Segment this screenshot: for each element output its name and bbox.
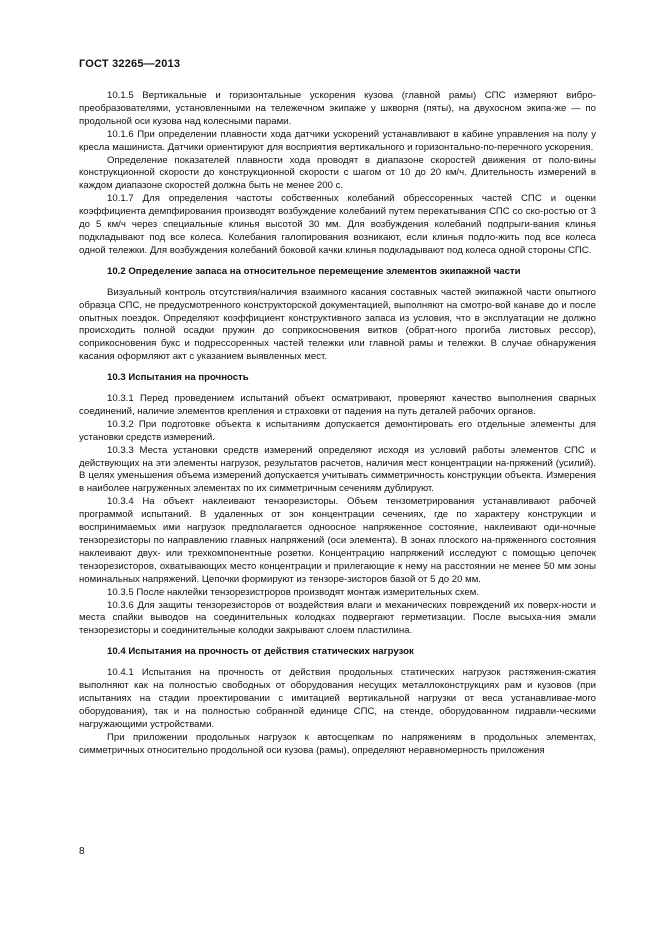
paragraph-10-1-6: 10.1.6 При определении плавности хода датчики ускорений устанавливают в кабине управления на полу у кресла машиниста. Датчики ориентируют для восприятия вертикального и горизонтально-по-перечного ускорения. (79, 128, 596, 153)
paragraph-10-3-6: 10.3.6 Для защиты тензорезисторов от воздействия влаги и механических повреждений их поверх-ности и места спайки выводов на соединительных колодках подвергают герметизации. После высыха-ния эмали тензорезисторы и соединительные колодки закрывают слоем пластилина. (79, 599, 596, 637)
document-body (79, 90, 596, 758)
page-number: 8 (79, 846, 85, 857)
section-heading-10-3: 10.3 Испытания на прочность (107, 372, 249, 384)
paragraph-10-4-1: 10.4.1 Испытания на прочность от действия продольных статических нагрузок растяжения-сжатия выполняют как на полностью свободных от оборудования несущих металлоконструкциях рам и кузовов (при испытаниях на стадии проектировании с имитацией вертикальной нагрузки от веса устанавливае-мого оборудования), так и на полностью собранной единице СПС, на стенде, оборудованном гидравли-ческими нагружающими устройствами. (79, 667, 596, 730)
section-heading-10-2: 10.2 Определение запаса на относительное перемещение элементов экипажной части (107, 265, 521, 277)
paragraph-10-3-4: 10.3.4 На объект наклеивают тензорезисторы. Объем тензометрирования устанавливают рабочей программой испытаний. В удаленных от зон концентрации сечениях, где по характеру конструкции и воспринимаемых ими нагрузок предполагается одноосное напряженное состояние, наклеивают оди-ночные тензорезисторы по направлению главных напряжений (оси элемента). В зонах плоского на-пряженного состояния наклеивают двух- или трехкомпонентные розетки. Концентрацию напряжений исследуют с помощью цепочек тензорезисторов, охватывающих место концентрации и прилегающие к нему на расстоянии не менее 50 мм зоны номинальных напряжений. Цепочки формируют из тензоре-зисторов базой от 5 до 20 мм. (79, 496, 596, 585)
paragraph-10-1-7: 10.1.7 Для определения частоты собственных колебаний обрессоренных частей СПС и оценки коэффициента демпфирования производят возбуждение колебаний путем перекатывания СПС со ско-ростью от 3 до 5 км/ч через специальные клинья высотой 30 мм. Для возбуждения колебаний подпрыги-вания клинья подкладывают под все колеса. Колебания галопирования возникают, если клинья подло-жить под все колеса одной тележки. Для возбуждения колебаний боковой качки клинья подкладывают под колеса одной стороны СПС. (79, 193, 596, 256)
paragraph-10-3-2: 10.3.2 При подготовке объекта к испытаниям допускается демонтировать его отдельные элементы для установки средств измерений. (79, 418, 596, 443)
paragraph-10-3-3: 10.3.3 Места установки средств измерений определяют исходя из условий работы элементов СПС и действующих на эти элементы нагрузок, результатов расчетов, наличия мест концентрации на-пряжений (усилий). В целях уменьшения объема измерений допускается учитывать симметричность конструкции объекта. Измерения в наиболее нагруженных элементах по их симметричным сечениям дублируют. (79, 444, 596, 495)
paragraph-visual-control: Визуальный контроль отсутствия/наличия взаимного касания составных частей экипажной части опытного образца СПС, не предусмотренного конструкторской документацией, выполняют на смотро-вой канаве до и после опытных поездок. Определяют коэффициент конструктивного запаса из условия, что в эксплуатации не должно происходить полной осадки пружин до соприкосновения витков (обрат-ного прогиба листовых рессор), соприкосновения букс и подрессоренных частей тележки или главной рамы и тележки. В случае обнаружения касания оформляют акт с указанием выявленных мест. (79, 286, 596, 363)
paragraph-10-3-1: 10.3.1 Перед проведением испытаний объект осматривают, проверяют качество выполнения сварных соединений, наличие элементов крепления и страховки от падения на путь деталей рабочих органов. (79, 393, 596, 417)
paragraph-ride-smoothness: Определение показателей плавности хода проводят в диапазоне скоростей движения от поло-вины конструкционной скорости до конструкционной скорости с шагом от 10 до 20 км/ч. Длительность измерений в каждом диапазоне скоростей должна быть не менее 200 с. (79, 154, 596, 192)
paragraph-10-1-5: 10.1.5 Вертикальные и горизонтальные ускорения кузова (главной рамы) СПС измеряют вибро-преобразователями, установленными на тележечном экипаже у шкворня (пяты), на двухосном экипа-же — по продольной оси кузова над колесными парами. (79, 90, 596, 127)
standard-header: ГОСТ 32265—2013 (79, 58, 181, 70)
paragraph-longitudinal-loads: При приложении продольных нагрузок к автосцепкам по напряжениям в продольных элементах, симметричных относительно продольной оси кузова (рамы), определяют неравномерность приложения (79, 731, 596, 756)
section-heading-10-4: 10.4 Испытания на прочность от действия статических нагрузок (107, 646, 414, 658)
paragraph-10-3-5: 10.3.5 После наклейки тензорезистроров производят монтаж измерительных схем. (107, 586, 480, 598)
